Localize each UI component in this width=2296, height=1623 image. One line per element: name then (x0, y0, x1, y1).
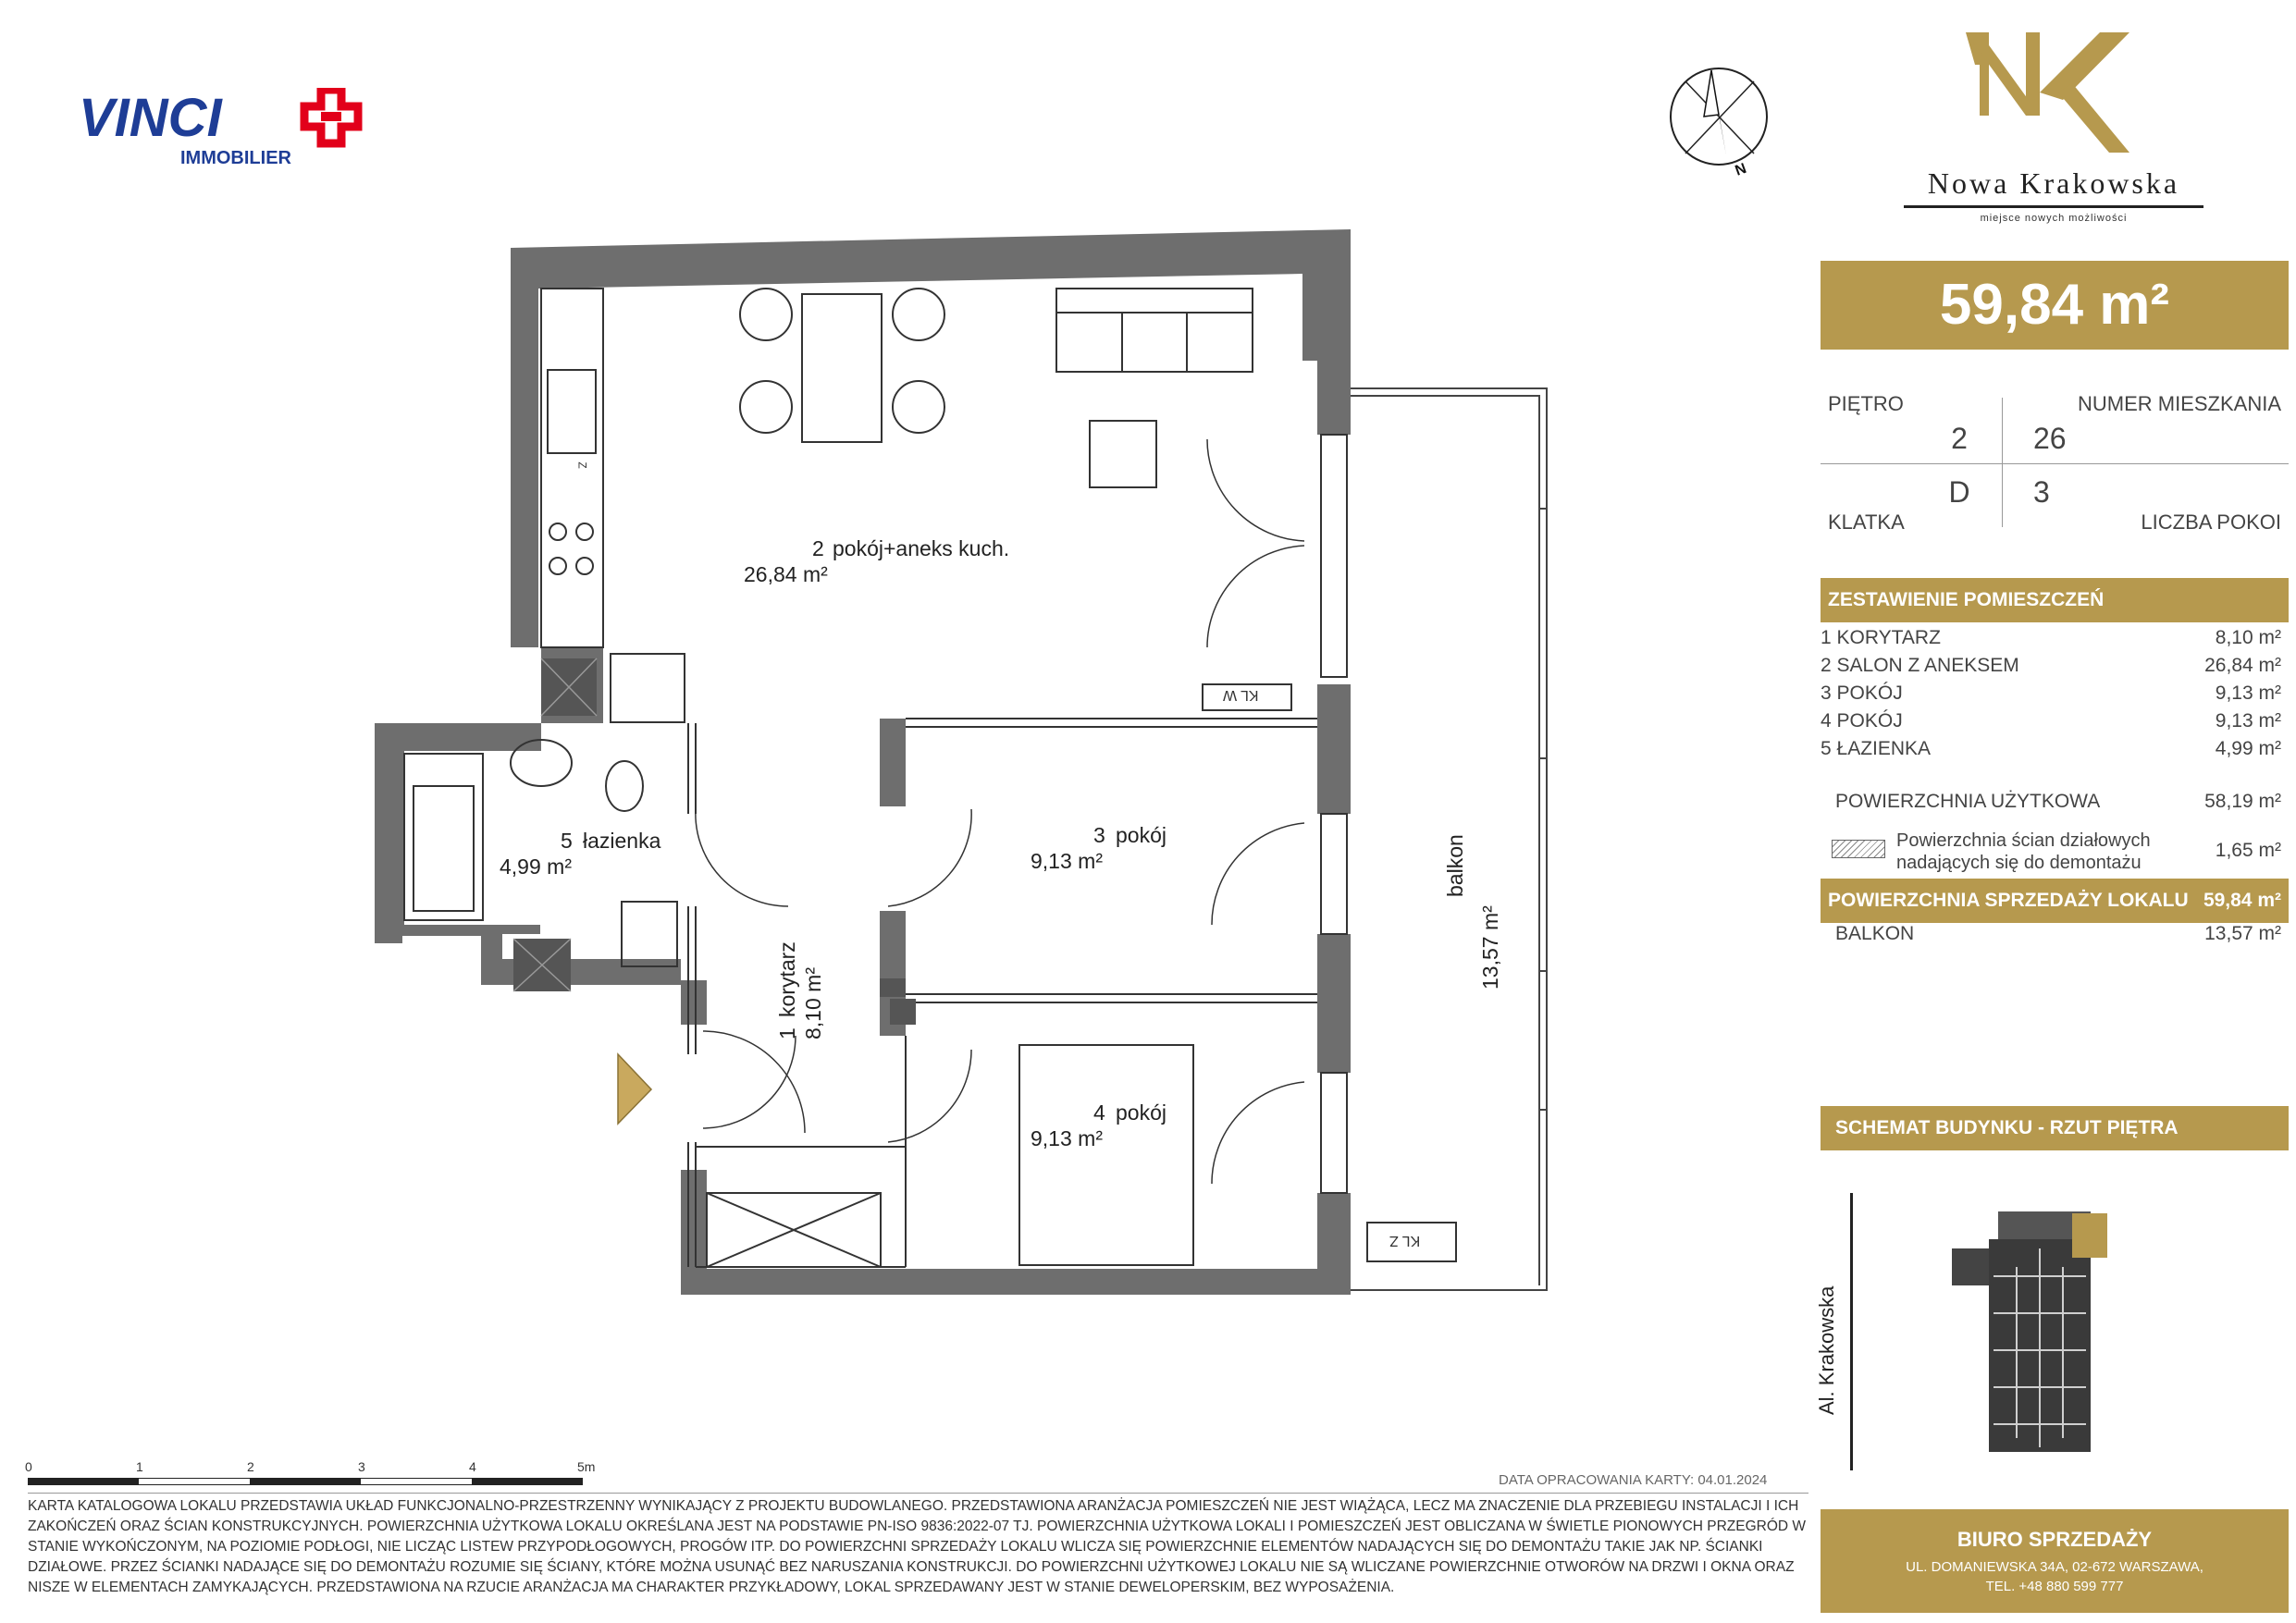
staircase-value: D (1948, 475, 1970, 509)
sales-office-title: BIURO SPRZEDAŻY (1957, 1528, 2153, 1551)
footer-divider (28, 1493, 1808, 1494)
usable-area-row (1835, 788, 2289, 816)
ac-unit-z-label: KL Z (1389, 1233, 1421, 1248)
room1-name: korytarz (775, 941, 799, 1017)
vinci-logo (79, 88, 393, 171)
room2-number: 2 (812, 536, 824, 560)
sales-office-phone: TEL. +48 880 599 777 (1985, 1579, 2124, 1594)
summary-room-name: 1 KORYTARZ (1821, 627, 1941, 648)
room1-area: 8,10 m² (801, 967, 825, 1039)
summary-room-area: 4,99 m² (2215, 738, 2281, 759)
building-scheme-title: SCHEMAT BUDYNKU - RZUT PIĘTRA (1821, 1106, 2289, 1150)
compass-label: N (1733, 160, 1749, 179)
room3-number: 3 (1093, 823, 1105, 847)
room1-number: 1 (775, 1027, 799, 1039)
compass-icon (1665, 63, 1776, 183)
vinci-sub-text: IMMOBILIER (180, 148, 291, 168)
demountable-walls-line2: nadających się do demontażu (1896, 853, 2142, 873)
scale-tick: 3 (358, 1459, 365, 1474)
interior-walls (880, 719, 906, 1036)
building-scheme (1813, 1184, 2239, 1480)
sale-area-row (1821, 879, 2289, 923)
hatch-swatch-icon (1832, 840, 1885, 858)
apartment-highlight (2072, 1213, 2107, 1258)
total-area-badge: 59,84 m² (1821, 261, 2289, 350)
vinci-brand-text: VINCI (79, 88, 222, 148)
rooms-count-value: 3 (2033, 475, 2050, 509)
nk-monogram-icon (1887, 28, 2220, 157)
dining-table (740, 289, 944, 442)
floor-plan (370, 222, 1573, 1304)
disclaimer-line: STANIE WYKOŃCZONYM, NA POZIOMIE PODŁOGI, NIE LICZĄC LISTEW PRZYPODŁOGOWYCH, PROGÓW ITP. DO POWIERZCHNI SPRZEDAŻY LOKALU WLICZA SIĘ POWIERZCHNIE ELEMENTÓW NADAJĄCYCH SIĘ DO DEMONTAŻU TAKIE JAK NP. ŚCIANKI (28, 1539, 1763, 1555)
scale-tick: 0 (25, 1459, 32, 1474)
walls (375, 229, 1351, 1295)
summary-row (1821, 652, 2289, 680)
apartment-number-value: 26 (2033, 422, 2067, 455)
nk-divider (1904, 205, 2203, 208)
fridge-mark: Z (575, 461, 589, 469)
summary-room-name: 4 POKÓJ (1821, 710, 1903, 732)
disclaimer-line: ZAKOŃCZEŃ ORAZ ŚCIAN KONSTRUKCYJNYCH. POWIERZCHNIA UŻYTKOWA LOKALU OKREŚLANA JEST NA PODSTAWIE PN-ISO 9836:2022-07 TJ. POWIERZCHNIA UŻYTKOWA LOKALI I POMIESZCZEŃ JEST OBLICZANA W ŚWIETLE PIONOWYCH PRZEGRÓD W (28, 1518, 1807, 1534)
scale-tick: 5m (577, 1459, 596, 1474)
room3-name: pokój (1116, 823, 1167, 847)
balcony-railing-ticks (1539, 509, 1547, 1110)
summary-room-name: 3 POKÓJ (1821, 682, 1903, 704)
summary-row (1821, 735, 2289, 763)
windows (1321, 435, 1347, 1193)
info-divider (1821, 463, 2289, 464)
summary-row (1821, 624, 2289, 652)
bed (1019, 1045, 1193, 1265)
wardrobe (707, 1193, 881, 1267)
summary-row (1821, 680, 2289, 707)
scale-tick: 2 (247, 1459, 254, 1474)
apartment-info (1821, 370, 2289, 546)
street-name: Al. Krakowska (1815, 1285, 1838, 1415)
room4-number: 4 (1093, 1100, 1105, 1125)
demountable-walls-line1: Powierzchnia ścian działowych (1896, 830, 2151, 851)
nk-brand-name: Nowa Krakowska (1927, 166, 2180, 200)
sales-office-address: UL. DOMANIEWSKA 34A, 02-672 WARSZAWA, (1906, 1559, 2203, 1575)
sofa (1056, 289, 1253, 487)
summary-row (1821, 707, 2289, 735)
usable-area-label: POWIERZCHNIA UŻYTKOWA (1835, 791, 2101, 812)
summary-room-name: 2 SALON Z ANEKSEM (1821, 655, 2019, 676)
scale-tick: 1 (136, 1459, 143, 1474)
compass-north-arrow (1665, 63, 1776, 183)
sale-area-label: POWIERZCHNIA SPRZEDAŻY LOKALU (1828, 890, 2189, 911)
summary-room-area: 26,84 m² (2204, 655, 2281, 676)
card-date: DATA OPRACOWANIA KARTY: 04.01.2024 (1499, 1472, 1768, 1488)
room2-area: 26,84 m² (744, 562, 828, 586)
room3-area: 9,13 m² (1031, 849, 1103, 873)
info-vertical-divider (2002, 398, 2003, 527)
ac-unit-w-label: KL W (1223, 687, 1259, 703)
room4-name: pokój (1116, 1100, 1167, 1125)
demountable-walls-value: 1,65 m² (2215, 840, 2281, 861)
balcony-value: 13,57 m² (2204, 923, 2281, 944)
room5-number: 5 (561, 829, 573, 853)
balcony-row (1835, 920, 2289, 948)
rooms-summary-title: ZESTAWIENIE POMIESZCZEŃ (1821, 578, 2289, 622)
sale-area-value: 59,84 m² (2203, 890, 2281, 911)
room5-area: 4,99 m² (500, 855, 572, 879)
room5-name: łazienka (583, 829, 661, 853)
floor-label: PIĘTRO (1828, 392, 1904, 415)
floor-value: 2 (1951, 422, 1968, 455)
usable-area-value: 58,19 m² (2204, 791, 2281, 812)
rooms-count-label: LICZBA POKOI (2141, 510, 2281, 534)
rooms-summary (1821, 578, 2289, 948)
balcony-name: balkon (1443, 834, 1467, 897)
scale-tick: 4 (469, 1459, 476, 1474)
summary-room-name: 5 ŁAZIENKA (1821, 738, 1932, 759)
building-plan-schematic (1952, 1211, 2146, 1452)
disclaimer-line: NISZE W ELEMENTACH ZAMYKAJĄCYCH. PRZEDSTAWIONA NA RZUCIE ARANŻACJA MA CHARAKTER PRZYKŁADOWY, LOKAL SPRZEDAWANY JEST W STANIE DEWELOPERSKIM, BEZ WYPOSAŻENIA. (28, 1580, 1395, 1595)
disclaimer-line: DZIAŁOWE. PRZEZ ŚCIANKI NADAJĄCE SIĘ DO DEMONTAŻU ROZUMIE SIĘ ŚCIANY, KTÓRE MOŻNA USUNĄĆ BEZ NARUSZANIA KONSTRUKCJI. DO POWIERZCHNI UŻYTKOWEJ LOKALU NIE SĄ WLICZANE POWIERZCHNIE OTWORÓW NA DRZWI I OKNA ORAZ (28, 1559, 1795, 1575)
room2-name: pokój+aneks kuch. (833, 536, 1010, 560)
vinci-logo-graphic (79, 88, 393, 171)
demountable-walls-label (1896, 830, 2151, 874)
summary-room-area: 8,10 m² (2215, 627, 2281, 648)
summary-room-area: 9,13 m² (2215, 682, 2281, 704)
nowa-krakowska-logo (1887, 28, 2220, 231)
scale-bar (25, 1459, 601, 1496)
sales-office-box (1821, 1509, 2289, 1613)
summary-room-area: 9,13 m² (2215, 710, 2281, 732)
balcony-area: 13,57 m² (1478, 905, 1502, 990)
balcony-label: BALKON (1835, 923, 1915, 944)
staircase-label: KLATKA (1828, 510, 1905, 534)
entrance-arrow-icon (618, 1054, 651, 1124)
disclaimer-line: KARTA KATALOGOWA LOKALU PRZEDSTAWIA UKŁAD FUNKCJONALNO-PRZESTRZENNY WYNIKAJĄCY Z PROJEKTU BUDOWLANEGO. PRZEDSTAWIONA ARANŻACJA POMIESZCZEŃ NIE JEST WIĄŻĄCA, LECZ MA ZNACZENIE DLA PRZEBIEGU INSTALACJI I ICH (28, 1498, 1799, 1514)
vinci-cross-icon (304, 90, 358, 143)
street-line (1850, 1193, 1853, 1470)
room4-area: 9,13 m² (1031, 1126, 1103, 1150)
apartment-number-label: NUMER MIESZKANIA (2077, 392, 2281, 415)
disclaimer (28, 1496, 1813, 1598)
nk-tagline: miejsce nowych możliwości (1980, 213, 2128, 224)
